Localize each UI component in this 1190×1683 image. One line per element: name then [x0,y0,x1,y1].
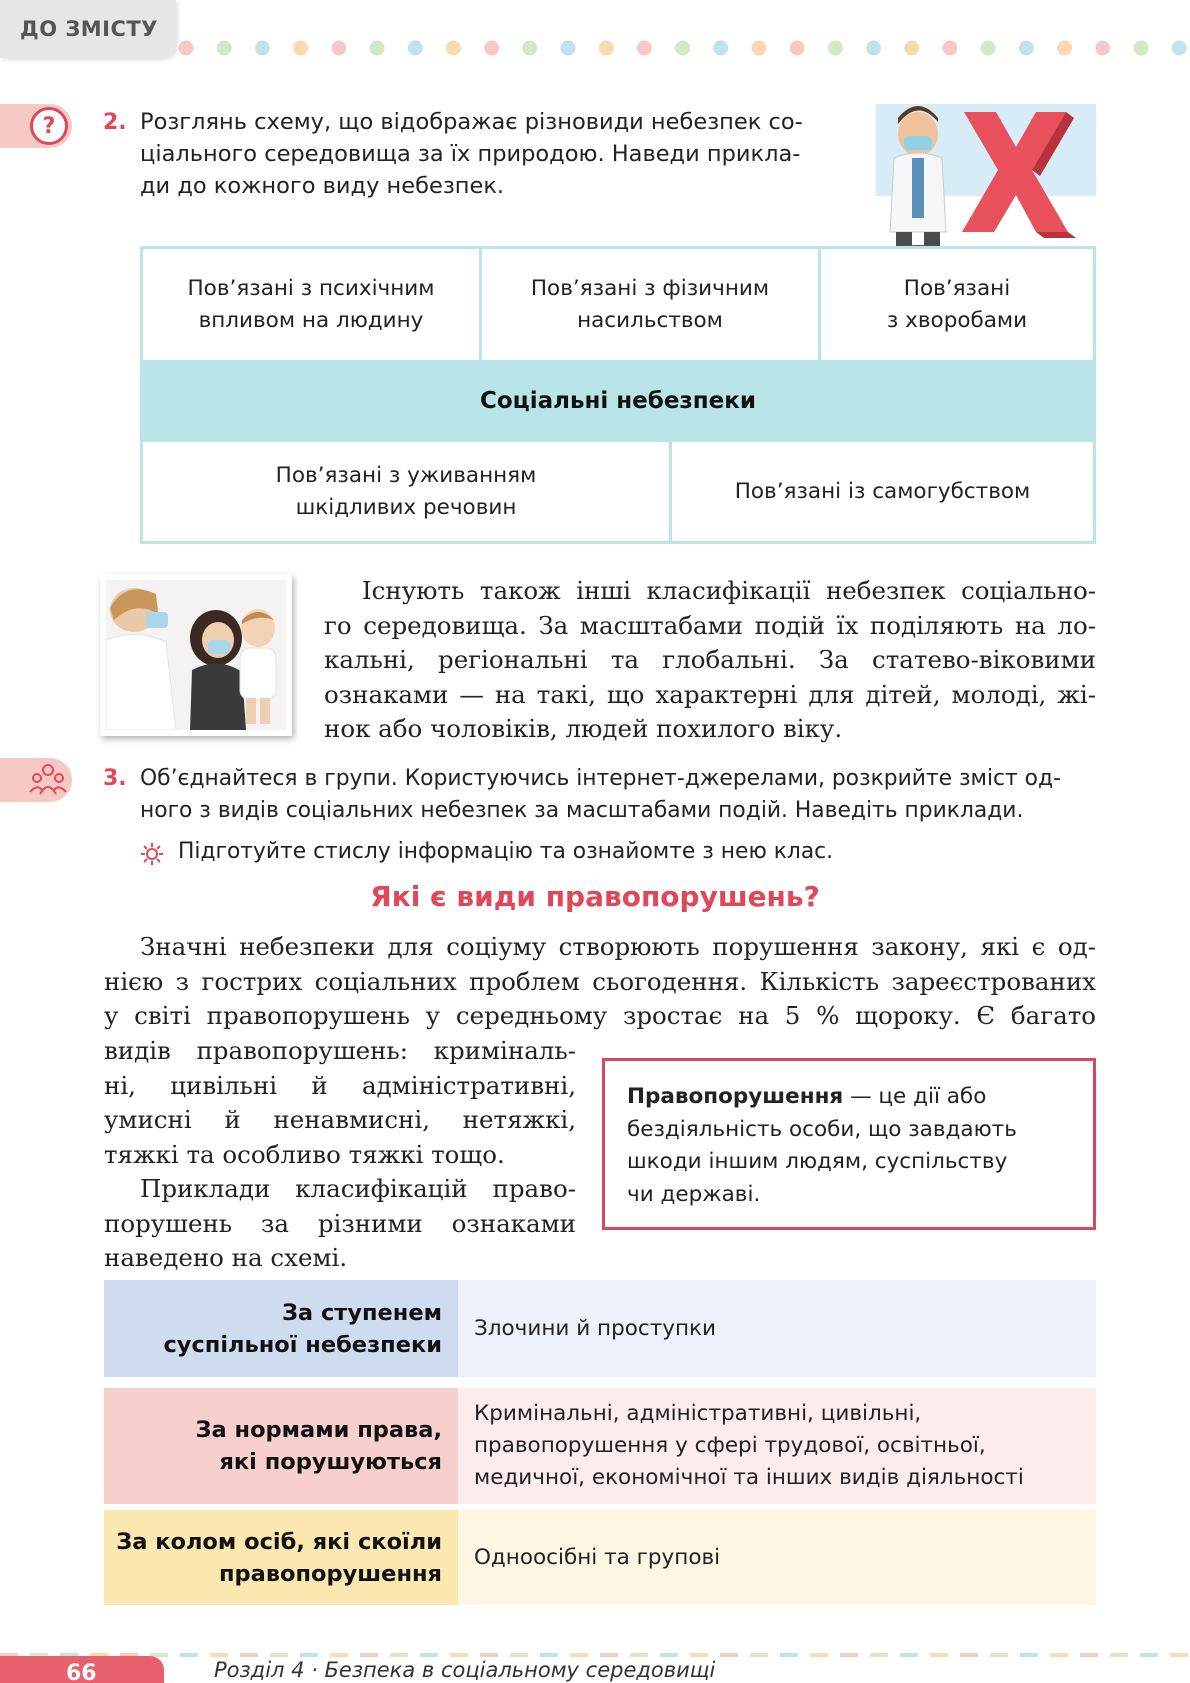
footer-dash [270,1653,288,1657]
cell-line: з хворобами [886,307,1028,333]
decorative-dot [828,41,843,56]
footer-dash [810,1653,828,1657]
classification-value: Злочини й проступки [458,1280,1096,1377]
doctor-x-illustration [876,92,1096,257]
definition-text: шкоди іншим людям, суспільству [627,1149,1008,1174]
cell-line: Пов’язані із самогубством [734,478,1031,504]
paragraph-line: умисні й ненавмисні, нетяжкі, [104,1105,576,1134]
footer-dash [570,1653,588,1657]
diagram-cell-suicide [672,442,1093,541]
decorative-dot [522,41,537,56]
cell-line: шкідливих речовин [295,494,517,520]
social-dangers-diagram [140,246,1096,544]
definition-text: — це дії або [850,1084,987,1109]
paragraph-line: нією з гострих соціальних проблем сьогодення. Кількість зареєстрованих [104,966,1096,996]
footer-dash [600,1653,618,1657]
footer-dash [240,1653,258,1657]
question-marker [0,104,72,148]
classification-value: Кримінальні, адміністративні, цивільні, правопорушення у сфері трудової, освітньої, медичної, економічної та інших видів діяльності [458,1388,1096,1504]
classification-label: За ступенем суспільної небезпеки [104,1280,458,1377]
section-heading: Які є види правопорушень? [370,880,820,913]
paragraph-line: Приклади класифікацій право- [140,1174,576,1203]
decorative-dot [255,41,270,56]
diagram-center-label: Соціальні небезпеки [143,363,1093,439]
diagram-cell-diseases [821,249,1093,360]
footer-dash [1080,1653,1098,1657]
footer-dash [690,1653,708,1657]
decorative-dot [1019,41,1034,56]
toc-label: ДО ЗМІСТУ [20,17,158,41]
classification-row [104,1510,1096,1605]
decorative-dot [1095,41,1110,56]
toc-link[interactable] [0,0,176,58]
decorative-dot [217,41,232,56]
decorative-dot [752,41,767,56]
decorative-dot [943,41,958,56]
paragraph-line: порушень за різними ознаками [104,1208,576,1238]
cell-line: Пов’язані з фізичним [530,275,770,301]
task-2-number: 2. [103,110,127,135]
definition-term: Правопорушення [627,1084,844,1109]
decorative-dot [370,41,385,56]
classification-label: За нормами права, які порушуються [104,1388,458,1504]
footer-divider [0,1642,1190,1646]
paragraph-line: видів правопорушень: криміналь- [104,1036,576,1065]
offenses-paragraph-narrow [104,1034,576,1276]
paragraph-line: у світі правопорушень у середньому зростає на 5 % щороку. Є багато [104,1001,1096,1030]
footer-dash [330,1653,348,1657]
paragraph-line: Існують також інші класифікації небезпек соціально- [362,576,1096,605]
paragraph-line: тяжкі та особливо тяжкі тощо. [104,1139,505,1169]
task-3-line: ного з видів соціальних небезпек за масштабами подій. Наведіть приклади. [140,798,1024,823]
cell-line: впливом на людину [198,307,424,333]
footer-dash [300,1653,318,1657]
paragraph-line: Значні небезпеки для соціуму створюють порушення закону, які є од- [140,932,1096,961]
task-2-line: ди до кожного виду небезпек. [140,173,505,199]
task-2-line: ціального середовища за їх природою. Наведи прикла- [140,141,801,167]
diagram-cell-physical [482,249,818,360]
paragraph-line: нок або чоловіків, людей похилого віку. [324,714,843,743]
classification-value: Одноосібні та групові [458,1510,1096,1605]
footer-dash [750,1653,768,1657]
footer-dash [480,1653,498,1657]
definition-text: бездіяльність особи, що завдають [627,1116,1017,1142]
task-3-subtask: Підготуйте стислу інформацію та ознайомте з нею клас. [178,839,834,864]
footer-dash [420,1653,438,1657]
paragraph-line: кальні, регіональні та глобальні. За статево-віковими [324,645,1096,674]
cell-line: Пов’язані [903,275,1011,301]
footer-dash [960,1653,978,1657]
decorative-dot [904,41,919,56]
classifications-paragraph [324,574,1096,747]
footer-dash [630,1653,648,1657]
task-3-line: Об’єднайтеся в групи. Користуючись інтернет-джерелами, розкрийте зміст од- [140,766,1061,791]
diagram-cell-psychic [143,249,479,360]
task-2-text [140,106,840,202]
footer-dash [900,1653,918,1657]
task-2-line: Розглянь схему, що відображає різновиди небезпек со- [140,109,803,135]
footer-dash [180,1653,198,1657]
footer-dash [990,1653,1008,1657]
footer-dash [210,1653,228,1657]
footer-dash [870,1653,888,1657]
definition-text: чи державі. [627,1181,761,1207]
footer-dash [390,1653,408,1657]
decorative-dot [484,41,499,56]
decorative-dot [637,41,652,56]
offenses-paragraph-full [104,930,1096,1034]
footer-dash [1170,1653,1188,1657]
task-3-text [140,763,1100,827]
decorative-dot [408,41,423,56]
decorative-dot [1057,41,1072,56]
footer-dash [930,1653,948,1657]
definition-box [602,1058,1096,1230]
decorative-dot [1172,41,1187,56]
paragraph-line: ні, цивільні й адміністративні, [104,1070,576,1100]
decorative-dot [866,41,881,56]
group-marker [0,758,72,802]
footer-dash [360,1653,378,1657]
decorative-dot [331,41,346,56]
paragraph-line: ознаками — на такі, що характерні для дітей, молоді, жі- [324,679,1096,709]
classification-label: За колом осіб, які скоїли правопорушення [104,1510,458,1605]
decorative-dot [561,41,576,56]
footer-dash [1020,1653,1038,1657]
cell-line: насильством [577,307,723,333]
diagram-cell-substances [143,442,669,541]
footer-dash [780,1653,798,1657]
footer-dash [1140,1653,1158,1657]
footer-dash [540,1653,558,1657]
footer-dash [450,1653,468,1657]
classification-row [104,1280,1096,1377]
decorative-dot [446,41,461,56]
cell-line: Пов’язані з уживанням [275,462,537,488]
chapter-title: Розділ 4 · Безпека в соціальному середовищі [214,1658,716,1682]
group-icon [28,760,68,800]
decorative-dot [1134,41,1149,56]
paragraph-line: го середовища. За масштабами подій їх поділяють на ло- [324,610,1096,640]
doctor-child-photo [100,574,292,736]
question-magnifier-icon: ? [30,107,68,145]
decorative-dot [981,41,996,56]
footer-dash [660,1653,678,1657]
classification-row [104,1388,1096,1504]
decorative-dot [599,41,614,56]
sun-icon [140,842,164,870]
paragraph-line: наведено на схемі. [104,1243,348,1272]
footer-dash [840,1653,858,1657]
footer-dash [510,1653,528,1657]
decorative-dot [675,41,690,56]
decorative-dot [713,41,728,56]
decorative-dots [178,40,1188,56]
cell-line: Пов’язані з психічним [187,275,435,301]
page-number: 66 [0,1656,164,1683]
decorative-dot [179,41,194,56]
task-3-number: 3. [103,766,127,791]
decorative-dot [790,41,805,56]
footer-dash [720,1653,738,1657]
footer-dash [1110,1653,1128,1657]
footer-dash [1050,1653,1068,1657]
decorative-dot [293,41,308,56]
